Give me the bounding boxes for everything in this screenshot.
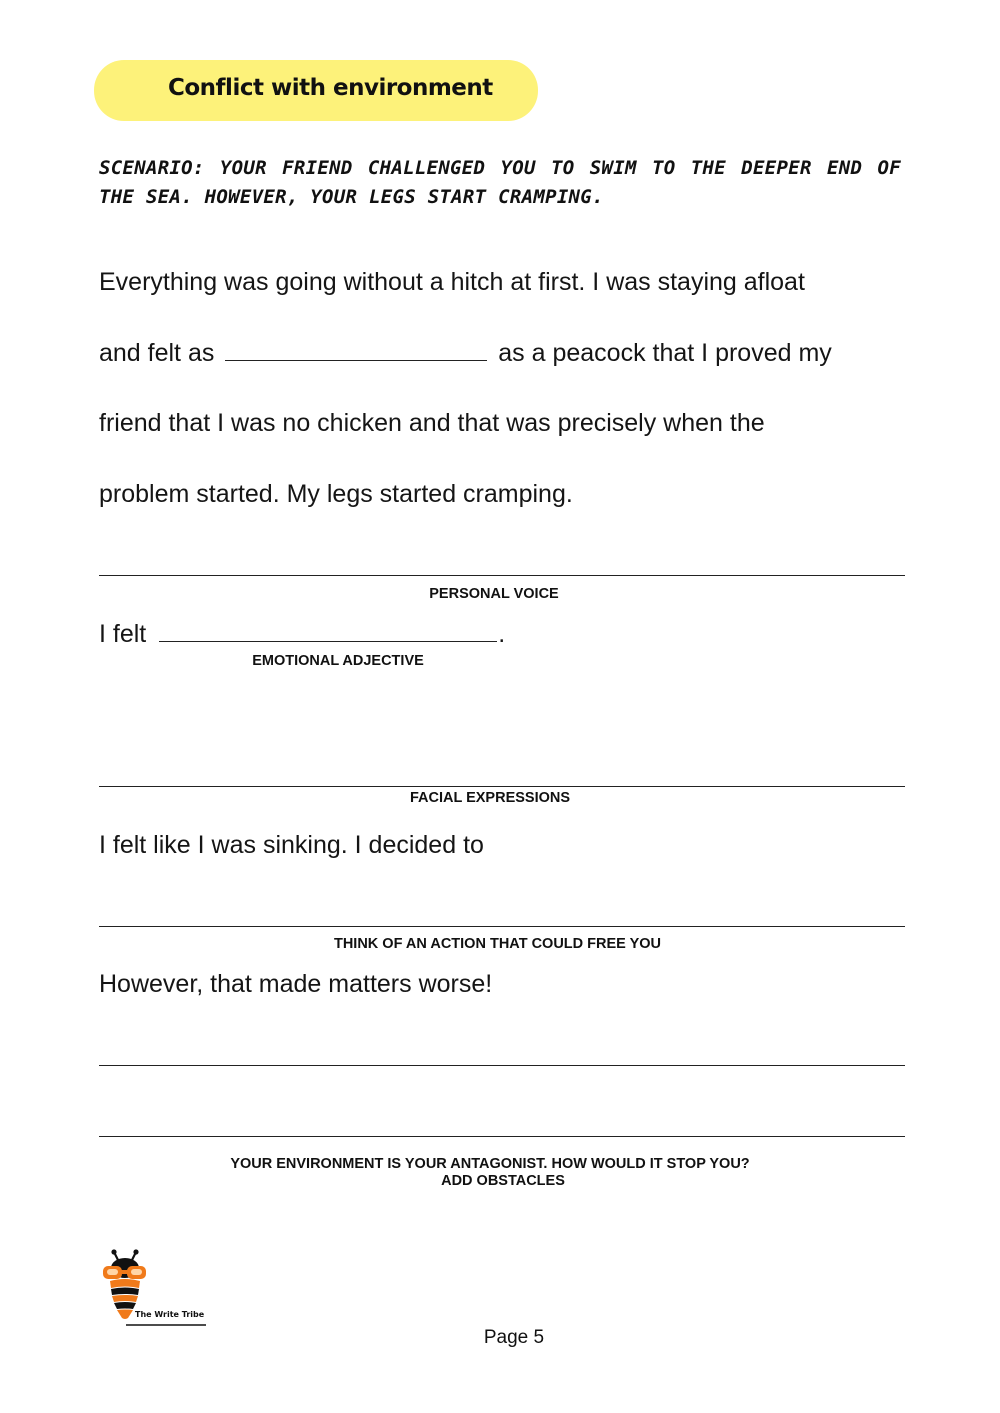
personal-voice-label: PERSONAL VOICE bbox=[429, 586, 559, 602]
facial-expressions-label: FACIAL EXPRESSIONS bbox=[409, 790, 571, 806]
i-felt-line bbox=[99, 618, 505, 650]
scenario-text: SCENARIO: YOUR FRIEND CHALLENGED YOU TO SWIM TO THE DEEPER END OF THE SEA. HOWEVER, YOUR LEGS START CRAMPING. bbox=[99, 157, 901, 208]
page-number: Page 5 bbox=[483, 1327, 545, 1348]
story-line-1: Everything was going without a hitch at first. I was staying afloat bbox=[99, 268, 805, 296]
emotional-adjective-label: EMOTIONAL ADJECTIVE bbox=[252, 653, 424, 669]
antagonist-label-line-2: ADD OBSTACLES bbox=[441, 1173, 565, 1189]
i-felt-period: . bbox=[498, 620, 506, 648]
i-felt-text: I felt bbox=[99, 620, 147, 648]
obstacles-writing-line-1[interactable] bbox=[99, 1065, 905, 1066]
story-line-3: friend that I was no chicken and that was precisely when the bbox=[99, 409, 765, 437]
emotional-adjective-blank-field[interactable] bbox=[159, 619, 497, 642]
sinking-text: I felt like I was sinking. I decided to bbox=[99, 831, 484, 859]
story-line-2-start: and felt as bbox=[99, 339, 215, 367]
page-title: Conflict with environment bbox=[168, 75, 493, 101]
action-label: THINK OF AN ACTION THAT COULD FREE YOU bbox=[333, 936, 662, 952]
logo-text: The Write Tribe bbox=[135, 1310, 205, 1319]
facial-expressions-writing-line[interactable] bbox=[99, 786, 905, 787]
story-line-4: problem started. My legs started cramping. bbox=[99, 480, 573, 508]
story-line-2 bbox=[99, 337, 832, 369]
personal-voice-writing-line[interactable] bbox=[99, 575, 905, 576]
adjective-blank-field[interactable] bbox=[225, 338, 487, 361]
worse-text: However, that made matters worse! bbox=[99, 970, 493, 998]
write-tribe-logo bbox=[100, 1248, 212, 1328]
obstacles-writing-line-2[interactable] bbox=[99, 1136, 905, 1137]
antagonist-label-line-1: YOUR ENVIRONMENT IS YOUR ANTAGONIST. HOW WOULD IT STOP YOU? bbox=[230, 1156, 750, 1172]
action-writing-line[interactable] bbox=[99, 926, 905, 927]
story-line-2-end: as a peacock that I proved my bbox=[498, 339, 832, 367]
